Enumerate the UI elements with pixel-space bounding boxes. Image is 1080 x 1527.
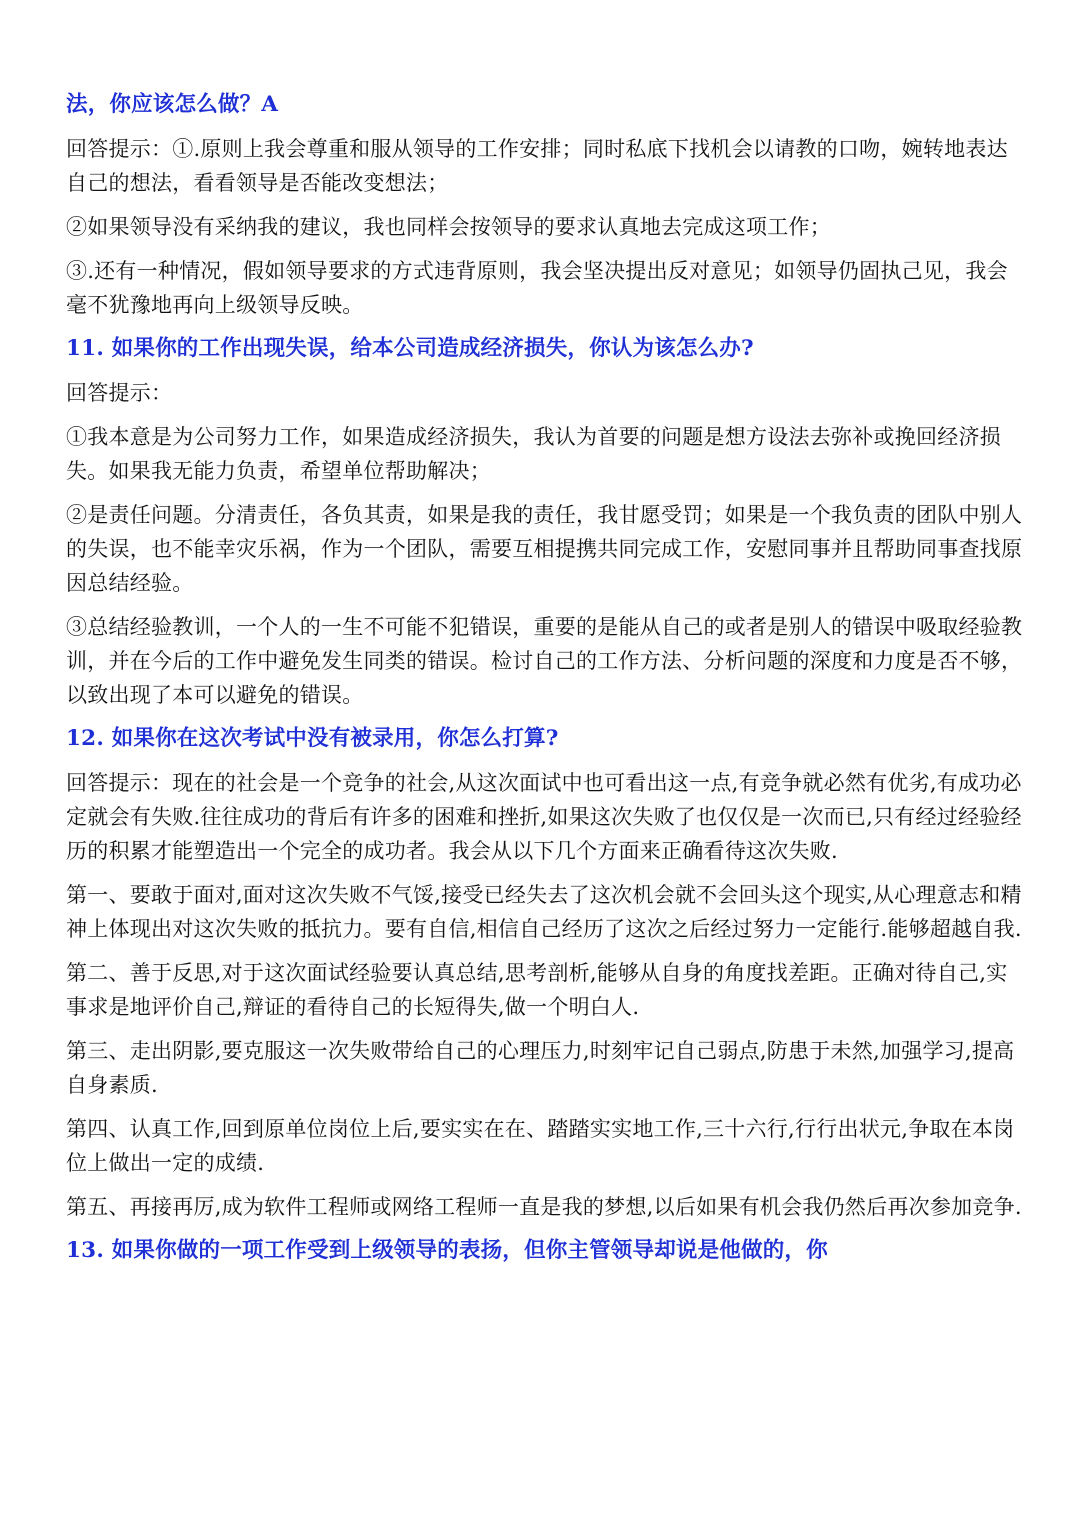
- question-12: 12. 如果你在这次考试中没有被录用，你怎么打算?: [66, 726, 559, 751]
- answer-10-hint-2: ②如果领导没有采纳我的建议，我也同样会按领导的要求认真地去完成这项工作；: [66, 215, 831, 239]
- question-11: 11. 如果你的工作出现失误，给本公司造成经济损失，你认为该怎么办?: [66, 336, 754, 361]
- answer-12-point-2: 第二、善于反思,对于这次面试经验要认真总结,思考剖析,能够从自身的角度找差距。正确对待自己,实事求是地评价自己,辩证的看待自己的长短得失,做一个明白人.: [66, 961, 1008, 1019]
- answer-11-point-2: ②是责任问题。分清责任，各负其责，如果是我的责任，我甘愿受罚；如果是一个我负责的团队中别人的失误，也不能幸灾乐祸，作为一个团队，需要互相提携共同完成工作，安慰同事并且帮助同事查找原因总结经验。: [66, 503, 1023, 595]
- answer-12-point-1: 第一、要敢于面对,面对这次失败不气馁,接受已经失去了这次机会就不会回头这个现实,从心理意志和精神上体现出对这次失败的抵抗力。要有自信,相信自己经历了这次之后经过努力一定能行.能够超越自我.: [66, 883, 1022, 941]
- answer-12-intro: 回答提示：现在的社会是一个竞争的社会,从这次面试中也可看出这一点,有竞争就必然有优劣,有成功必定就会有失败.往往成功的背后有许多的困难和挫折,如果这次失败了也仅仅是一次而已,只有经过经验经历的积累才能塑造出一个完全的成功者。我会从以下几个方面来正确看待这次失败.: [66, 771, 1022, 863]
- answer-12-point-3: 第三、走出阴影,要克服这一次失败带给自己的心理压力,时刻牢记自己弱点,防患于未然,加强学习,提高自身素质.: [66, 1039, 1015, 1097]
- answer-12-point-4: 第四、认真工作,回到原单位岗位上后,要实实在在、踏踏实实地工作,三十六行,行行出状元,争取在本岗位上做出一定的成绩.: [66, 1117, 1015, 1175]
- answer-11-point-3: ③总结经验教训，一个人的一生不可能不犯错误，重要的是能从自己的或者是别人的错误中吸取经验教训，并在今后的工作中避免发生同类的错误。检讨自己的工作方法、分析问题的深度和力度是否不够，以致出现了本可以避免的错误。: [66, 615, 1023, 707]
- answer-11-point-1: ①我本意是为公司努力工作，如果造成经济损失，我认为首要的问题是想方设法去弥补或挽回经济损失。如果我无能力负责，希望单位帮助解决；: [66, 425, 1001, 483]
- answer-11-label: 回答提示：: [66, 381, 173, 405]
- question-10-tail: 法，你应该怎么做？A: [66, 92, 279, 117]
- document-page: [66, 88, 1026, 1278]
- answer-12-point-5: 第五、再接再厉,成为软件工程师或网络工程师一直是我的梦想,以后如果有机会我仍然后再次参加竞争.: [66, 1195, 1022, 1219]
- question-13: 13. 如果你做的一项工作受到上级领导的表扬，但你主管领导却说是他做的，你: [66, 1238, 828, 1263]
- answer-10-hint-1: 回答提示：①.原则上我会尊重和服从领导的工作安排；同时私底下找机会以请教的口吻，婉转地表达自己的想法，看看领导是否能改变想法；: [66, 137, 1008, 195]
- answer-10-hint-3: ③.还有一种情况，假如领导要求的方式违背原则，我会坚决提出反对意见；如领导仍固执己见，我会毫不犹豫地再向上级领导反映。: [66, 259, 1008, 317]
